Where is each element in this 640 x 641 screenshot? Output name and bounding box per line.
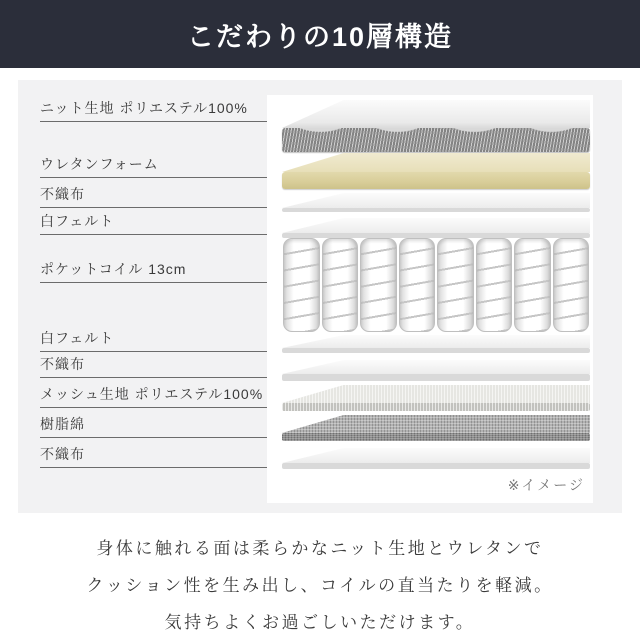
layer-label-knit: ニット生地 ポリエステル100% bbox=[40, 96, 285, 122]
coil-spring bbox=[514, 238, 551, 332]
felt-1-layer-top bbox=[282, 218, 590, 233]
mattress-layers-illustration bbox=[267, 95, 593, 503]
nonwoven-3-layer-top bbox=[282, 448, 590, 463]
structure-diagram-panel bbox=[18, 80, 622, 513]
urethane-layer-top bbox=[282, 153, 590, 172]
description-text bbox=[0, 530, 640, 641]
layer-label-felt-1: 白フェルト bbox=[40, 209, 285, 235]
description-line-1: 身体に触れる面は柔らかなニット生地とウレタンで bbox=[96, 539, 544, 558]
nonwoven-2-layer-graphic bbox=[282, 374, 590, 381]
nonwoven-2-layer-top bbox=[282, 360, 590, 374]
coil-spring bbox=[283, 238, 320, 332]
coil-spring bbox=[322, 238, 359, 332]
pocket-coil-layer-graphic bbox=[282, 238, 590, 332]
nonwoven-3-layer-graphic bbox=[282, 463, 590, 469]
mesh-layer-top bbox=[282, 385, 590, 403]
coil-spring bbox=[399, 238, 436, 332]
nonwoven-1-layer-graphic bbox=[282, 208, 590, 212]
resin-wool-layer-graphic bbox=[282, 433, 590, 441]
image-disclaimer-note: ※イメージ bbox=[507, 477, 585, 493]
header-banner bbox=[0, 0, 640, 68]
layer-label-felt-2: 白フェルト bbox=[40, 326, 285, 352]
felt-2-layer-top bbox=[282, 335, 590, 348]
layer-label-resin-wool: 樹脂綿 bbox=[40, 412, 285, 438]
layer-label-nonwoven-3: 不織布 bbox=[40, 442, 285, 468]
coil-spring bbox=[553, 238, 590, 332]
felt-2-layer-graphic bbox=[282, 348, 590, 353]
coil-spring bbox=[476, 238, 513, 332]
coil-spring bbox=[437, 238, 474, 332]
layer-label-nonwoven-1: 不織布 bbox=[40, 182, 285, 208]
layer-label-urethane: ウレタンフォーム bbox=[40, 152, 285, 178]
coil-spring bbox=[360, 238, 397, 332]
layer-label-pocket-coil: ポケットコイル 13cm bbox=[40, 257, 285, 283]
knit-layer-graphic bbox=[282, 128, 590, 152]
resin-wool-layer-top bbox=[282, 415, 590, 433]
layer-label-nonwoven-2: 不織布 bbox=[40, 352, 285, 378]
description-line-3: 気持ちよくお過ごしいただけます。 bbox=[164, 613, 476, 632]
knit-layer-top bbox=[282, 100, 590, 128]
nonwoven-1-layer-top bbox=[282, 193, 590, 208]
page-title: こだわりの10層構造 bbox=[186, 21, 454, 52]
layer-label-mesh: メッシュ生地 ポリエステル100% bbox=[40, 382, 285, 408]
urethane-layer-graphic bbox=[282, 172, 590, 189]
mesh-layer-graphic bbox=[282, 403, 590, 411]
description-line-2: クッション性を生み出し、コイルの直当たりを軽減。 bbox=[86, 576, 554, 595]
